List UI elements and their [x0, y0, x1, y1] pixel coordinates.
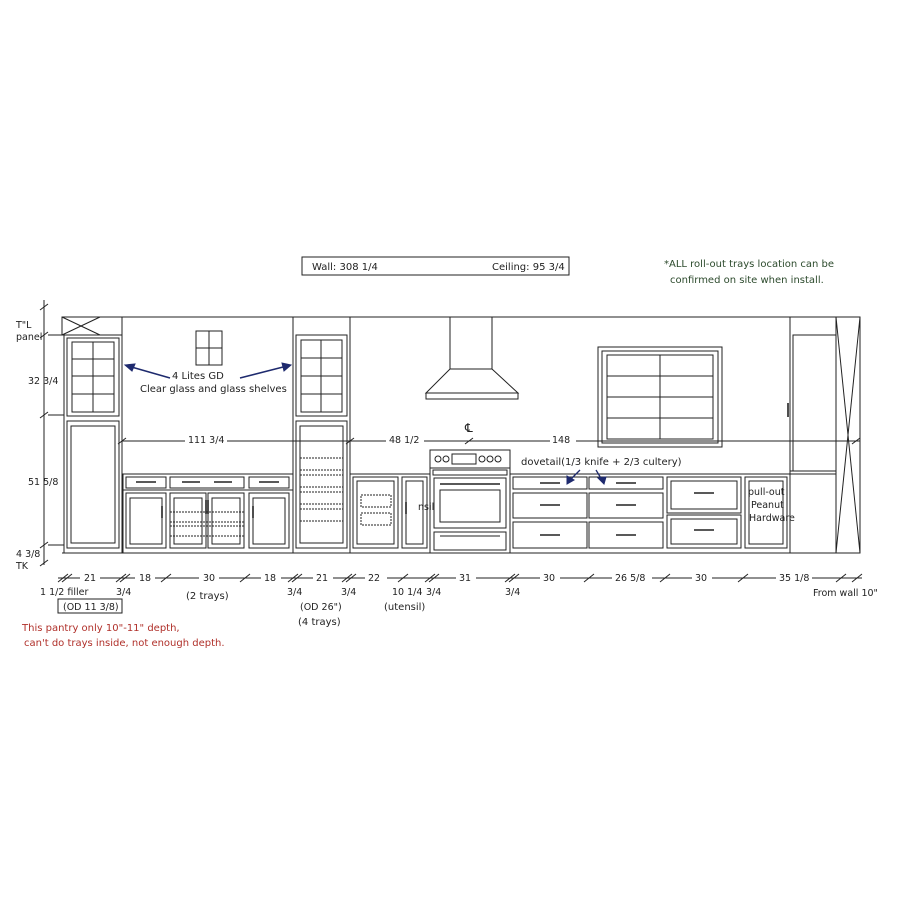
pantry-depth-note: [21, 623, 225, 649]
utensil-label: (utensil): [384, 602, 426, 613]
panel-label-top: T"L: [16, 320, 32, 331]
range-hood: [426, 317, 518, 399]
panel-label-bottom: panel: [16, 332, 43, 343]
width-11: 30: [695, 573, 708, 584]
od-middle-label: (OD 26"): [300, 602, 342, 613]
left-pantry-cabinet: [62, 317, 122, 553]
rollout-note-line-1: *ALL roll-out trays location can be: [664, 259, 835, 270]
width-12: 35 1/8: [779, 573, 810, 584]
centerline-dim-2: 48 1/2: [389, 435, 420, 446]
width-5: 21: [316, 573, 329, 584]
upper-height-label: 32 3/4: [28, 376, 59, 387]
filler-3: 3/4: [341, 587, 357, 598]
left-vertical-dimensions: [15, 300, 64, 572]
glass-note-line-2: Clear glass and glass shelves: [140, 384, 287, 395]
centerline-symbol: ℄: [465, 421, 473, 435]
width-1: 21: [84, 573, 97, 584]
info-box: [302, 257, 569, 275]
pullout-note-line-3: Hardware: [749, 513, 795, 524]
width-6: 22: [368, 573, 381, 584]
filler-2: 3/4: [287, 587, 303, 598]
rollout-note: [664, 259, 834, 286]
filler-5: 3/4: [505, 587, 521, 598]
rollout-note-line-2: confirmed on site when install.: [670, 275, 824, 286]
width-2: 18: [139, 573, 152, 584]
centerline-mark: [464, 421, 473, 435]
centerline-dim-3: 148: [552, 435, 571, 446]
pantry-note-line-1: This pantry only 10"-11" depth,: [22, 623, 180, 634]
bottom-width-dimensions: [40, 571, 878, 599]
width-8: 31: [459, 573, 472, 584]
dovetail-note: [521, 457, 682, 484]
wall-length-label: Wall: 308 1/4: [312, 262, 378, 273]
dovetail-note-text: dovetail(1/3 knife + 2/3 cultery): [521, 457, 682, 468]
two-trays-label: (2 trays): [186, 591, 229, 602]
pullout-note-line-2: Peanut: [751, 500, 784, 511]
utensil-pullout-label: nsil: [418, 502, 435, 513]
large-window: [598, 347, 722, 447]
width-4: 18: [264, 573, 277, 584]
right-base-cabinets: [510, 474, 790, 553]
glass-door-note: [125, 363, 291, 395]
pullout-note-line-1: pull-out: [748, 487, 785, 498]
filler-1: 3/4: [116, 587, 132, 598]
toe-kick-label: 4 3/8: [16, 549, 41, 560]
width-7: 10 1/4: [392, 587, 423, 598]
centerline-dimension: [118, 433, 860, 446]
width-10: 26 5/8: [615, 573, 646, 584]
four-trays-label: (4 trays): [298, 617, 341, 628]
ceiling-height-label: Ceiling: 95 3/4: [492, 262, 565, 273]
middle-pantry-cabinet: [293, 317, 350, 553]
glass-note-line-1: 4 Lites GD: [172, 371, 224, 382]
filler-label: 1 1/2 filler: [40, 587, 89, 598]
from-wall-label: From wall 10": [813, 588, 878, 599]
base-height-label: 51 5/8: [28, 477, 59, 488]
filler-4: 3/4: [426, 587, 442, 598]
pantry-note-line-2: can't do trays inside, not enough depth.: [24, 638, 225, 649]
width-9: 30: [543, 573, 556, 584]
range-oven: [430, 450, 510, 553]
width-3: 30: [203, 573, 216, 584]
wall-outline: [62, 317, 860, 553]
small-window: [196, 331, 222, 365]
centerline-dim-1: 111 3/4: [188, 435, 225, 446]
utensil-base-cabinets: [350, 474, 434, 553]
toe-kick-abbrev: TK: [16, 561, 29, 572]
pullout-note: [748, 487, 795, 524]
refrigerator-panel: [788, 317, 860, 553]
od-left-label: (OD 11 3/8): [63, 602, 119, 613]
left-base-cabinets: [123, 474, 293, 553]
